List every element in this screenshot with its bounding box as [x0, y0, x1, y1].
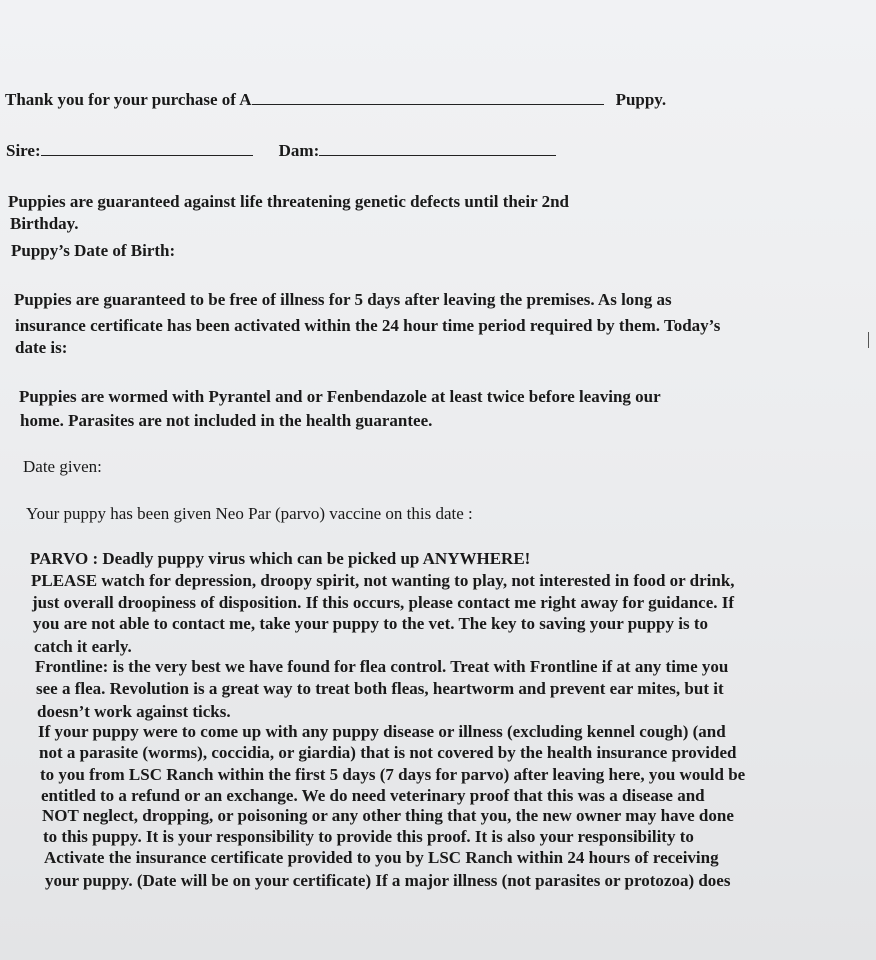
frontline-line-3: doesn’t work against ticks. [37, 702, 231, 721]
dam-blank [319, 141, 556, 156]
parvo-line-5: catch it early. [34, 637, 132, 656]
parvo-line-4: you are not able to contact me, take your puppy to the vet. The key to saving your puppy is to [33, 614, 709, 633]
illness-guarantee-line-1: Puppies are guaranteed to be free of illness for 5 days after leaving the premises. As long as [14, 290, 672, 309]
refund-line-4: entitled to a refund or an exchange. We do need veterinary proof that this was a disease and [41, 786, 705, 805]
frontline-line-2: see a flea. Revolution is a great way to treat both fleas, heartworm and prevent ear mites, but it [36, 679, 724, 698]
refund-line-8: your puppy. (Date will be on your certificate) If a major illness (not parasites or protozoa) does [45, 871, 731, 890]
worming-line-2: home. Parasites are not included in the health guarantee. [20, 411, 433, 430]
worming-line-1: Puppies are wormed with Pyrantel and or Fenbendazole at least twice before leaving our [19, 387, 661, 406]
refund-line-1: If your puppy were to come up with any puppy disease or illness (excluding kennel cough) (and [38, 722, 726, 741]
vaccine-line: Your puppy has been given Neo Par (parvo) vaccine on this date : [26, 504, 473, 523]
refund-line-5: NOT neglect, dropping, or poisoning or any other thing that you, the new owner may have done [42, 806, 734, 825]
refund-line-7: Activate the insurance certificate provided to you by LSC Ranch within 24 hours of receiving [44, 848, 719, 867]
puppy-text: Puppy. [615, 90, 667, 109]
sire-label: Sire: [6, 141, 41, 160]
refund-line-6: to this puppy. It is your responsibility to provide this proof. It is also your responsibility to [43, 827, 694, 846]
date-given-label: Date given: [23, 457, 102, 476]
genetic-guarantee-line-1: Puppies are guaranteed against life threatening genetic defects until their 2nd [8, 192, 569, 211]
page-edge-mark [868, 332, 875, 348]
thank-you-line [5, 90, 666, 110]
parvo-line-3: just overall droopiness of disposition. If this occurs, please contact me right away for guidance. If [32, 593, 735, 612]
refund-line-2: not a parasite (worms), coccidia, or giardia) that is not covered by the health insurance provided [39, 743, 737, 762]
thank-you-text: Thank you for your purchase of A [5, 90, 252, 109]
illness-guarantee-line-3: date is: [15, 338, 68, 357]
sire-blank [41, 141, 253, 156]
genetic-guarantee-line-2: Birthday. [10, 214, 79, 233]
breed-blank [252, 90, 604, 105]
parvo-line-2: PLEASE watch for depression, droopy spirit, not wanting to play, not interested in food or drink, [31, 571, 735, 590]
illness-guarantee-line-2: insurance certificate has been activated within the 24 hour time period required by them. Today’s [15, 316, 721, 335]
parvo-line-1: PARVO : Deadly puppy virus which can be picked up ANYWHERE! [30, 549, 531, 568]
frontline-line-1: Frontline: is the very best we have found for flea control. Treat with Frontline if at any time you [35, 657, 729, 676]
dob-label: Puppy’s Date of Birth: [11, 241, 176, 260]
dam-label: Dam: [278, 141, 320, 160]
parents-line [6, 141, 556, 161]
refund-line-3: to you from LSC Ranch within the first 5 days (7 days for parvo) after leaving here, you would be [40, 765, 746, 784]
